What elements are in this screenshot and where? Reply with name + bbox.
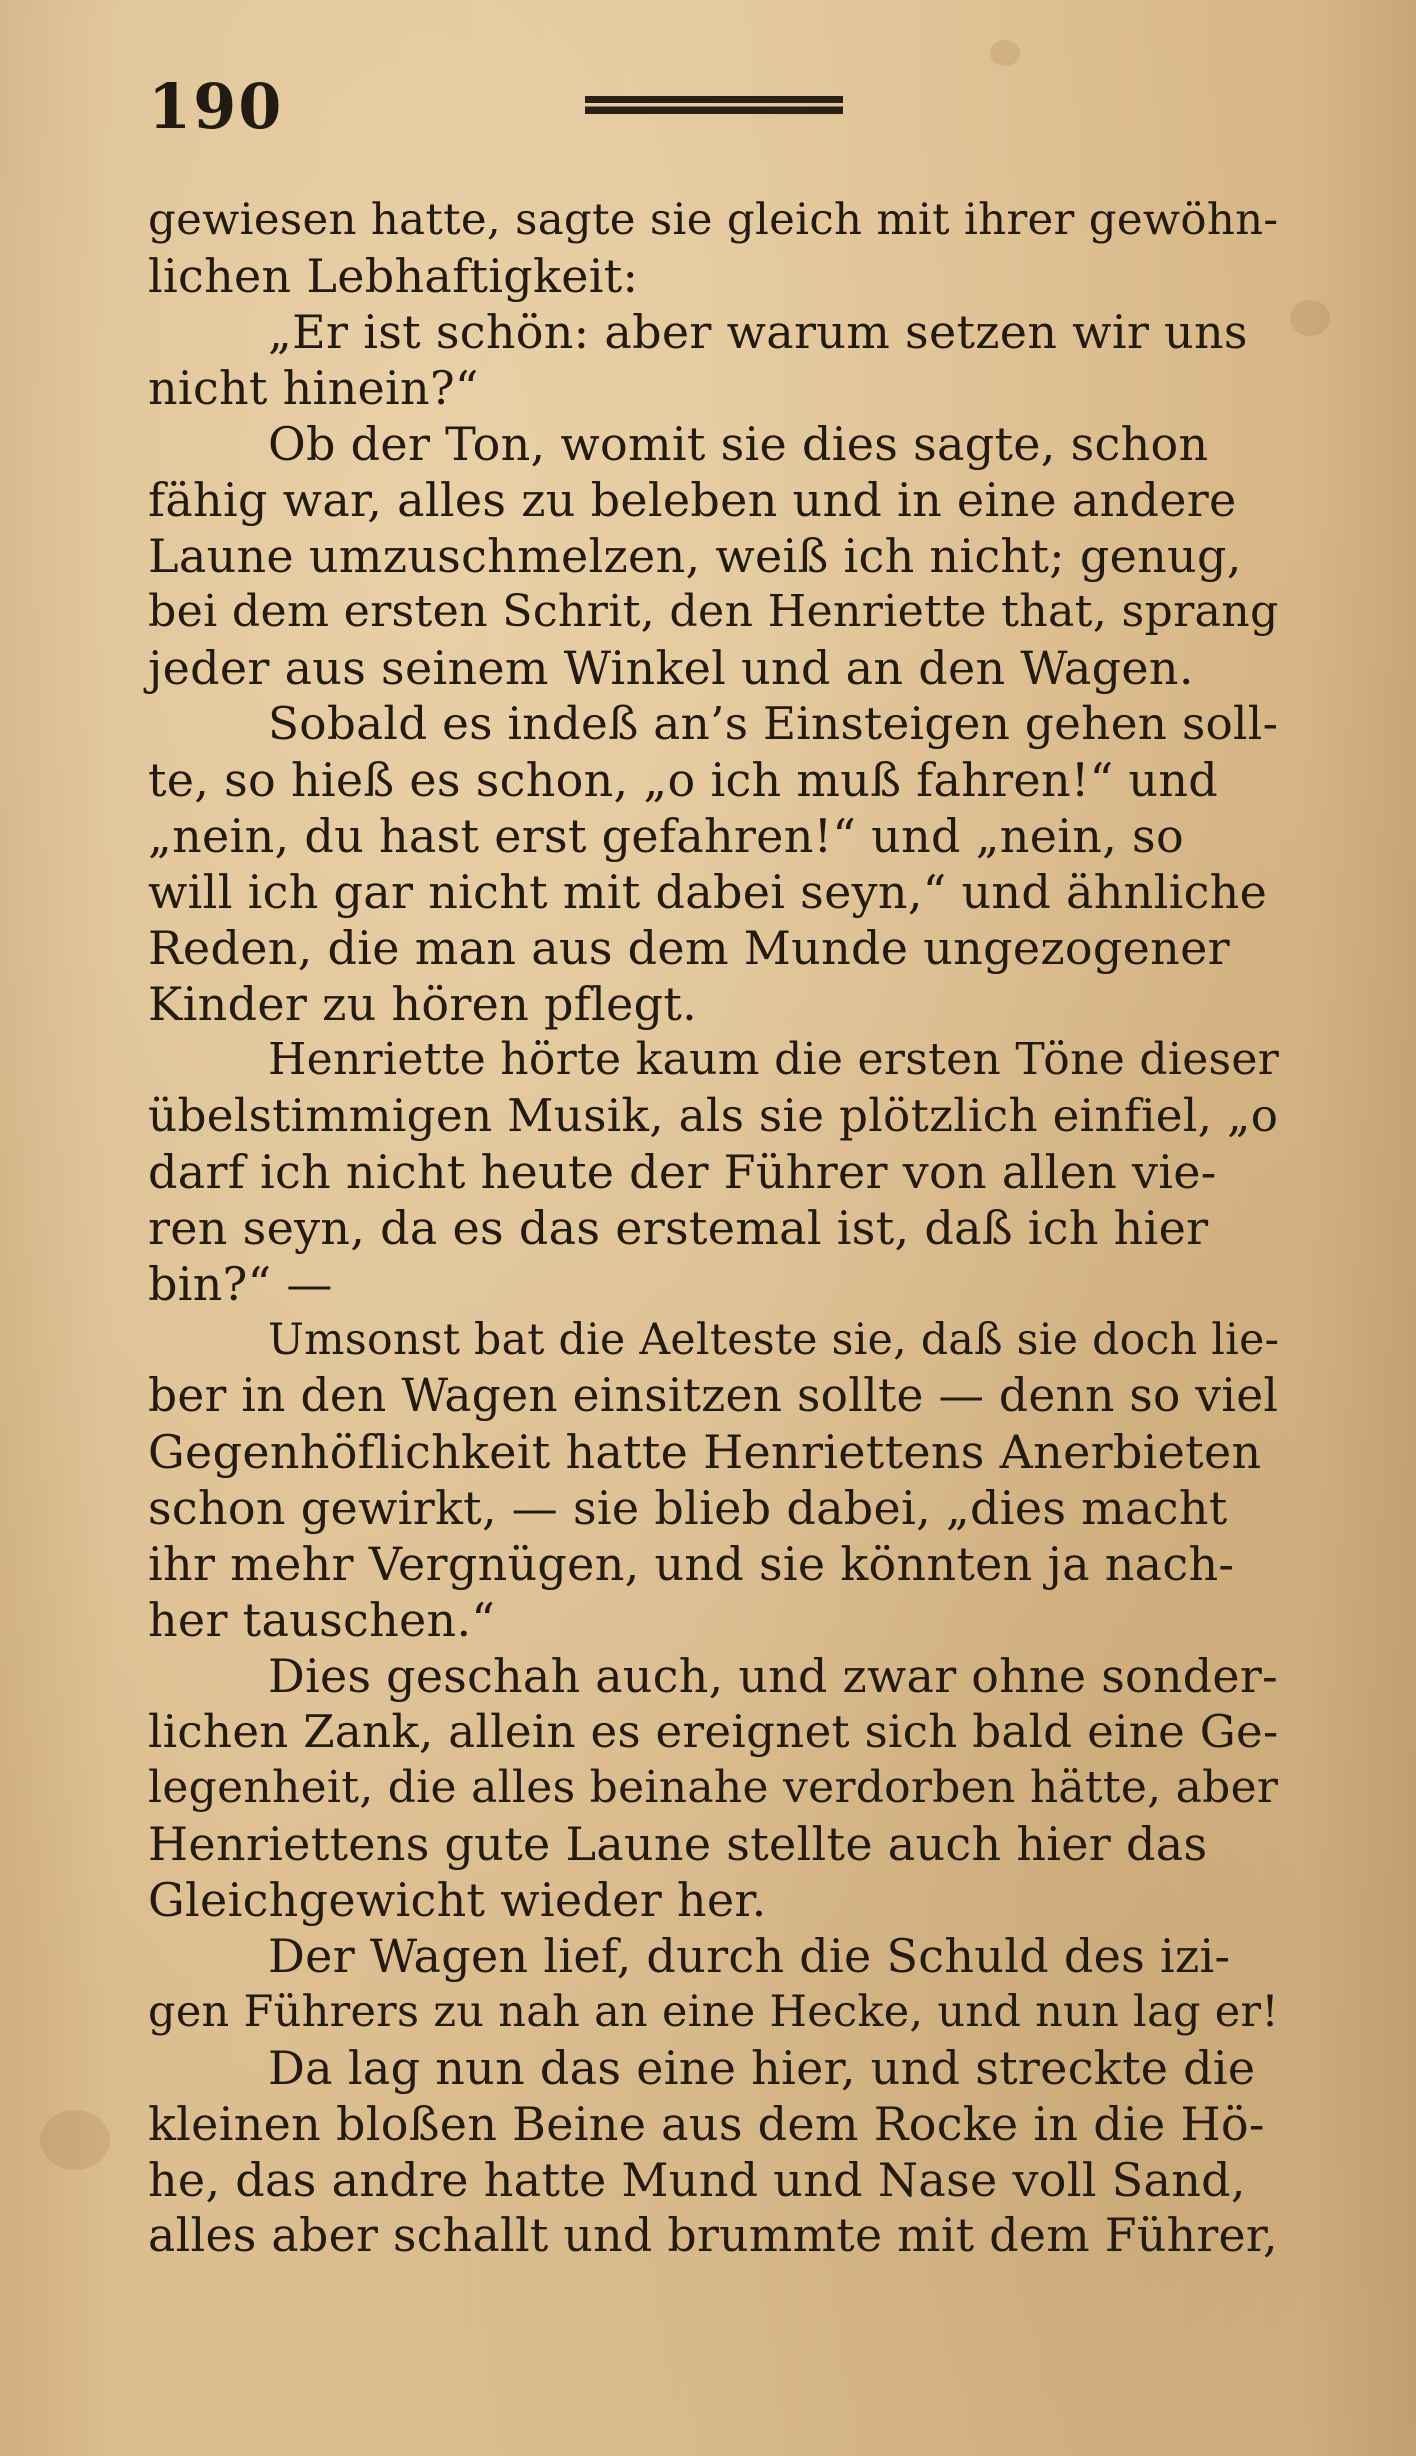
text-line: Der Wagen lief, durch die Schuld des izi-	[268, 1929, 1231, 1983]
page-number: 190	[148, 70, 284, 143]
text-line: te, so hieß es schon, „o ich muß fahren!“ und	[148, 753, 1218, 807]
text-line: darf ich nicht heute der Führer von allen vie-	[148, 1145, 1217, 1199]
text-line: „Er ist schön: aber warum setzen wir uns	[268, 305, 1248, 359]
text-line: gen Führers zu nah an eine Hecke, und nun lag er!	[148, 1987, 1279, 2037]
text-line: ihr mehr Vergnügen, und sie könnten ja nach-	[148, 1537, 1235, 1591]
text-line: jeder aus seinem Winkel und an den Wagen.	[148, 641, 1194, 695]
text-line: gewiesen hatte, sagte sie gleich mit ihrer gewöhn-	[148, 195, 1279, 245]
text-line: Laune umzuschmelzen, weiß ich nicht; genug,	[148, 529, 1242, 583]
text-line: schon gewirkt, — sie blieb dabei, „dies macht	[148, 1481, 1228, 1535]
text-line: übelstimmigen Musik, als sie plötzlich einfiel, „o	[148, 1089, 1279, 1142]
text-line: Da lag nun das eine hier, und streckte die	[268, 2041, 1256, 2095]
text-line: Ob der Ton, womit sie dies sagte, schon	[268, 417, 1209, 471]
text-line: he, das andre hatte Mund und Nase voll Sand,	[148, 2153, 1246, 2207]
text-line: Gegenhöflichkeit hatte Henriettens Anerbieten	[148, 1425, 1262, 1479]
text-line: bin?“ —	[148, 1257, 333, 1311]
paper-stain	[40, 2110, 110, 2170]
text-line: bei dem ersten Schrit, den Henriette that, sprang	[148, 586, 1279, 637]
text-line: Henriettens gute Laune stellte auch hier das	[148, 1817, 1208, 1871]
text-line: fähig war, alles zu beleben und in eine andere	[148, 473, 1237, 527]
text-line: lichen Zank, allein es ereignet sich bald eine Ge-	[148, 1705, 1279, 1758]
text-line: Umsonst bat die Aelteste sie, daß sie doch lie-	[268, 1315, 1280, 1365]
text-line: Henriette hörte kaum die ersten Töne dieser	[268, 1034, 1280, 1085]
text-line: ren seyn, da es das erstemal ist, daß ich hier	[148, 1201, 1209, 1255]
paper-stain	[1290, 300, 1330, 336]
text-line: will ich gar nicht mit dabei seyn,“ und ähnliche	[148, 865, 1268, 919]
text-line: Kinder zu hören pflegt.	[148, 977, 698, 1031]
text-line: Sobald es indeß an’s Einsteigen gehen soll-	[268, 697, 1279, 750]
header-rule	[585, 96, 843, 114]
text-line: Reden, die man aus dem Munde ungezogener	[148, 921, 1230, 975]
page-text	[148, 192, 1278, 2264]
text-line: „nein, du hast erst gefahren!“ und „nein, so	[148, 809, 1184, 863]
text-line: kleinen bloßen Beine aus dem Rocke in die Hö-	[148, 2097, 1265, 2151]
text-line: legenheit, die alles beinahe verdorben hätte, aber	[148, 1762, 1279, 1813]
text-line: ber in den Wagen einsitzen sollte — denn so viel	[148, 1369, 1279, 1422]
text-line: Gleichgewicht wieder her.	[148, 1873, 767, 1927]
text-line: nicht hinein?“	[148, 361, 479, 415]
text-line: Dies geschah auch, und zwar ohne sonder-	[268, 1649, 1278, 1703]
text-line: lichen Lebhaftigkeit:	[148, 249, 639, 303]
text-line: alles aber schallt und brummte mit dem Führer,	[148, 2209, 1278, 2262]
text-line: her tauschen.“	[148, 1593, 496, 1647]
paper-stain	[990, 40, 1020, 66]
